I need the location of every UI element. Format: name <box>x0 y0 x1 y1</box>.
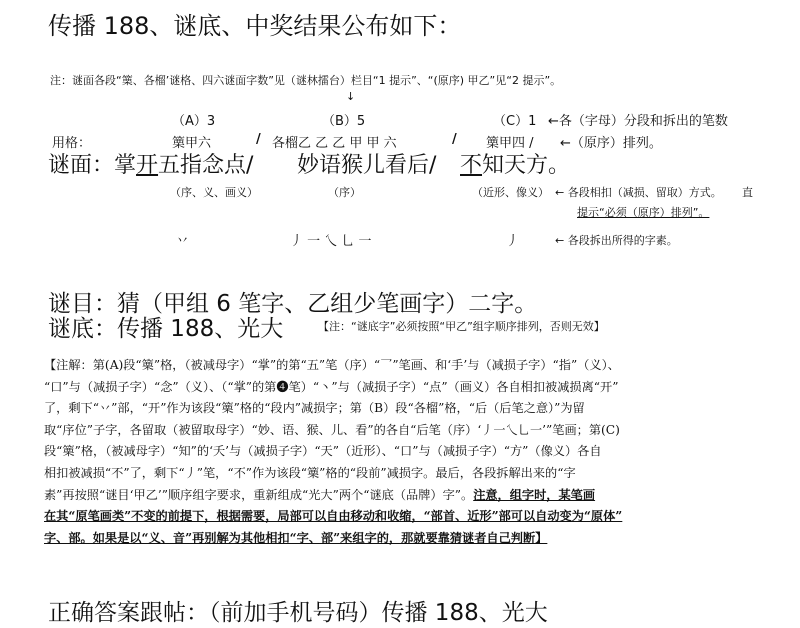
riddle-c <box>460 148 570 179</box>
parts-note: ← 各段拆出所得的字素。 <box>555 234 678 247</box>
part-c: 丿 <box>506 234 520 249</box>
answer-line: 正确答案跟帖：（前加手机号码）传播 188、光大 <box>48 600 548 626</box>
riddle-a-underlined: 开 <box>136 153 159 178</box>
segment-b-format: 各榴乙 乙 乙 甲 甲 六 <box>272 136 397 151</box>
segment-b-label: （B）5 <box>322 114 366 129</box>
segment-a-format: 篥甲六 <box>172 136 212 151</box>
riddle-label: 谜面： <box>48 153 115 178</box>
strokes-note: ←各（字母）分段和拆出的笔数 <box>548 114 728 129</box>
usage-label: 用格： <box>52 136 92 151</box>
explanation-emphasis: 在其“原笔画类”不变的前提下，根据需要，局部可以自由移动和收缩，“部首、近形”部可以自动变为“原体” <box>44 509 623 524</box>
segment-a-label: （A）3 <box>172 114 216 129</box>
explanation-emphasis: 字、部。如果是以“义、音”再别解为其他相扣“字、部”来组字的，那就要靠猜谜者自己判断】 <box>44 530 548 545</box>
separator: / <box>452 132 457 147</box>
page-title: 传播 188、谜底、中奖结果公布如下： <box>48 12 462 40</box>
method-note-2: 提示“必须（原序）排列”。 <box>577 206 710 219</box>
explanation-line <box>44 485 756 507</box>
method-b: （序） <box>328 186 361 199</box>
explanation-block <box>44 355 756 549</box>
mimu-line: 谜目：猜（甲组 6 笔字、乙组少笔画字）二字。 <box>48 291 538 317</box>
riddle-a-pre: 掌 <box>114 153 137 178</box>
explanation-line: “口”与（减损子字）“念”（义）、（“掌”的第❹笔）“丶”与（减损子字）“点”（画义）各自相扣被减损离“开” <box>44 379 619 394</box>
segment-c-format: 篥甲四 / <box>486 136 534 151</box>
segment-c-label: （C）1 <box>493 114 537 129</box>
riddle-c-underlined: 不 <box>460 153 483 178</box>
explanation-emphasis: 注意，组字时，某笔画 <box>473 487 596 502</box>
explanation-text: 素”再按照“谜目‘甲乙’”顺序组字要求，重新组成“光大”两个“谜底（品牌）字”。 <box>44 487 474 502</box>
riddle-b: 妙语猴儿看后/ <box>297 153 437 178</box>
method-note: ← 各段相扣（减损、留取）方式。 <box>555 186 722 199</box>
separator: / <box>256 132 261 147</box>
explanation-line: 取“序位”子字，各留取（被留取母字）“妙、语、猴、儿、看”的各自“后笔（序）‘丿一乀乚一’”笔画；第(C) <box>44 422 620 437</box>
explanation-line: 相扣被减损“不”了，剩下“丿”笔，“不”作为该段“篥”格的“段前”减损字。最后，各段拆解出来的“字 <box>44 465 576 480</box>
explanation-line: 了，剩下“丷”部，“开”作为该段“篥”格的“段内”减损字；第（B）段“各榴”格，“后（后笔之意）”为留 <box>44 401 585 416</box>
order-note: ←（原序）排列。 <box>560 136 662 151</box>
riddle-a-post: 五指念点/ <box>158 153 254 178</box>
explanation-line: 段“篥”格，（被减母字）“知”的‘夭’与（减损子字）“天”（近形）、“口”与（减损子字）“方”（像义）各自 <box>44 444 602 459</box>
method-note-tail: 直 <box>742 186 753 199</box>
method-a: （序、义、画义） <box>170 186 258 199</box>
part-b: 丿 一 乀 乚 一 <box>290 234 372 249</box>
method-c: （近形、像义） <box>472 186 549 199</box>
riddle-line <box>48 148 253 179</box>
explanation-line: 【注解：第(A)段“篥”格，（被减母字）“掌”的第“五”笔（序）“乛”笔画、和‘手’与（减损子字）“指”（义）、 <box>44 358 620 372</box>
riddle-c-post: 知天方。 <box>482 153 571 178</box>
midi-line: 谜底：传播 188、光大 <box>48 316 284 342</box>
midi-note: 【注：“谜底字”必须按照“甲乙”组字顺序排列，否则无效】 <box>318 320 605 333</box>
arrow-down-icon: ↓ <box>346 90 356 103</box>
note-line: 注：谜面各段“篥、各榴’谜格、四六谜面字数”见（谜林擂台）栏目“1 提示”、“(原序) 甲乙”见“2 提示”。 <box>50 74 562 87</box>
part-a: 丷 <box>176 234 190 249</box>
